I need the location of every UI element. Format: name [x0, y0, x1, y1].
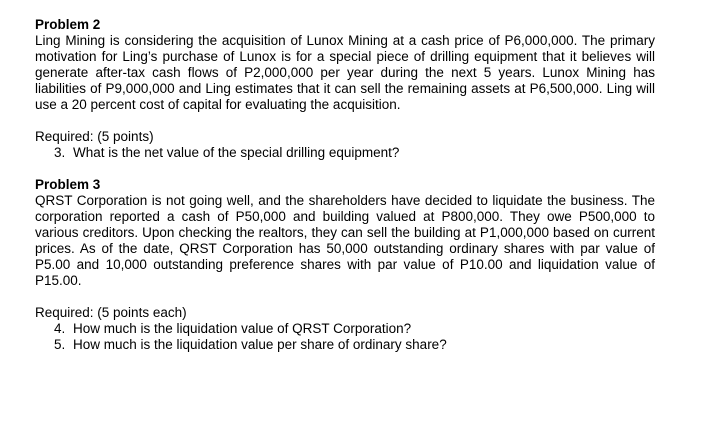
spacer: [35, 289, 655, 305]
problem-3-title: Problem 3: [35, 177, 101, 192]
problem-2-questions: [35, 145, 655, 161]
spacer: [35, 161, 655, 177]
problem-2-body: Ling Mining is considering the acquisition of Lunox Mining at a cash price of P6,000,000. The primary motivation for Ling’s purchase of Lunox is for a special piece of drilling equipment that it believes will generate after-tax cash flows of P2,000,000 per year during the next 5 years. Lunox Mining has liabilities of P9,000,000 and Ling estimates that it can sell the remaining assets at P6,500,000. Ling will use a 20 percent cost of capital for evaluating the acquisition.: [35, 33, 655, 112]
document-page: [35, 17, 655, 353]
problem-2-title: Problem 2: [35, 17, 101, 32]
spacer: [35, 113, 655, 129]
question-5: 5. How much is the liquidation value per share of ordinary share?: [69, 337, 655, 353]
problem-2-section: [35, 17, 655, 161]
problem-3-required-label: Required: (5 points each): [35, 305, 187, 320]
question-3: 3. What is the net value of the special drilling equipment?: [69, 145, 655, 161]
problem-3-section: [35, 177, 655, 353]
problem-2-required-label: Required: (5 points): [35, 129, 154, 144]
problem-3-questions: [35, 321, 655, 353]
problem-3-body: QRST Corporation is not going well, and the shareholders have decided to liquidate the business. The corporation reported a cash of P50,000 and building valued at P800,000. They owe P500,000 to various creditors. Upon checking the realtors, they can sell the building at P1,000,000 based on current prices. As of the date, QRST Corporation has 50,000 outstanding ordinary shares with par value of P5.00 and 10,000 outstanding preference shares with par value of P10.00 and liquidation value of P15.00.: [35, 193, 655, 288]
question-4: 4. How much is the liquidation value of QRST Corporation?: [69, 321, 655, 337]
